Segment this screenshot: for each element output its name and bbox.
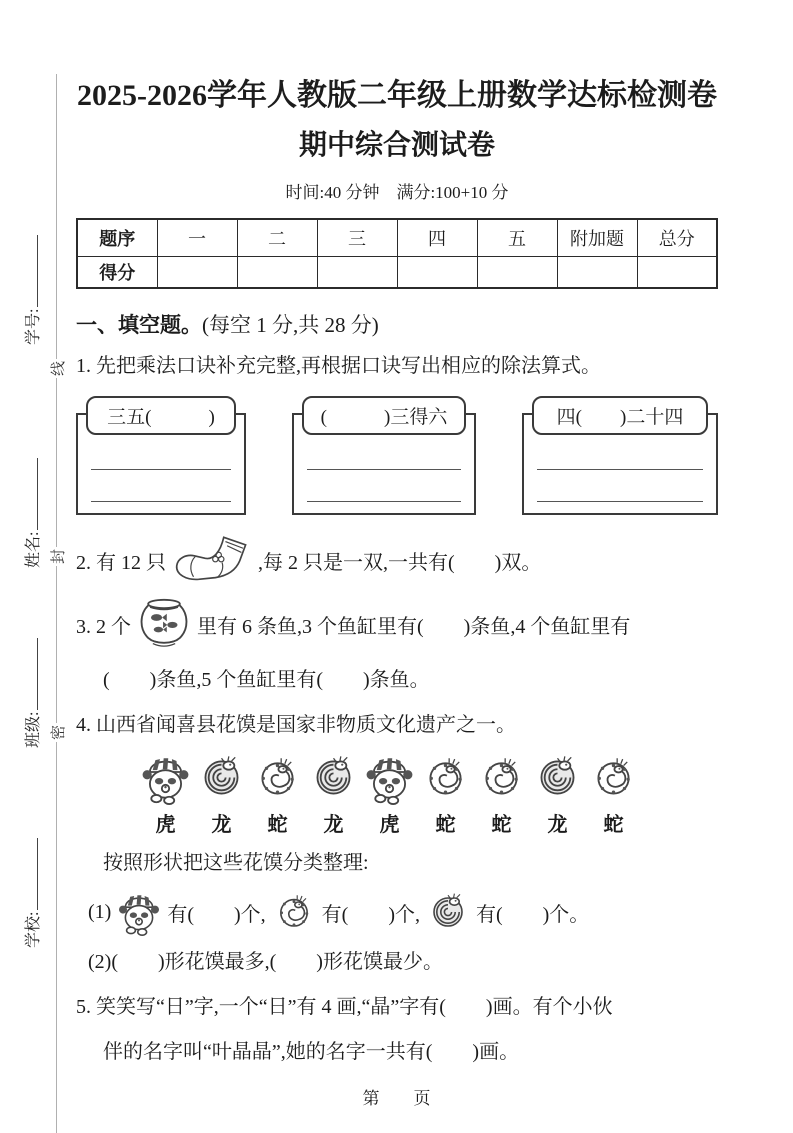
score-row-label: 得分 — [77, 257, 157, 289]
score-table-header-cell: 总分 — [637, 219, 717, 257]
huamo-zodiac-row — [138, 750, 718, 837]
question3-pre: 3. 2 个 — [76, 615, 131, 638]
name-field — [20, 458, 43, 568]
zodiac-label: 龙 — [547, 814, 568, 836]
zodiac-label: 龙 — [323, 814, 344, 836]
question3-line1-rest: 里有 6 条鱼,3 个鱼缸里有( )条鱼,4 个鱼缸里有 — [197, 615, 631, 638]
paper-title: 2025-2026学年人教版二年级上册数学达标检测卷 — [77, 79, 717, 112]
snake-bun-icon — [586, 750, 641, 805]
school-blank — [20, 838, 38, 910]
zodiac-label: 蛇 — [435, 814, 456, 836]
zodiac-label: 蛇 — [491, 814, 512, 836]
score-table-header-cell: 二 — [237, 219, 317, 257]
answer-blank-line — [537, 501, 703, 502]
multiplication-rhyme-tab: 四( )二十四 — [532, 396, 708, 435]
section1-heading — [76, 309, 718, 339]
question3-line2: ( )条鱼,5 个鱼缸里有( )条鱼。 — [103, 669, 430, 691]
snake-bun-icon — [270, 888, 318, 936]
seal-char-feng: 封 — [47, 547, 68, 566]
answer-blank-line — [91, 501, 231, 502]
student-no-blank — [20, 235, 38, 307]
zodiac-item — [138, 750, 193, 837]
zodiac-label: 虎 — [155, 814, 176, 836]
name-blank — [20, 458, 38, 530]
question3-line1 — [76, 597, 718, 651]
sub1-seg1: 有( )个, — [167, 903, 266, 926]
zodiac-label: 蛇 — [603, 814, 624, 836]
question4-sub2: (2)( )形花馍最多,( )形花馍最少。 — [88, 951, 443, 973]
dragon-bun-icon — [306, 750, 361, 805]
question5-line2: 伴的名字叫“叶晶晶”,她的名字一共有( )画。 — [103, 1041, 520, 1063]
seal-char-mi: 密 — [47, 723, 68, 742]
name-label: 姓名: — [25, 531, 42, 568]
section1-heading-points: (每空 1 分,共 28 分) — [202, 313, 379, 337]
tiger-bun-icon — [138, 750, 193, 805]
answer-card — [76, 407, 246, 515]
zodiac-item — [194, 750, 249, 837]
question2-line — [76, 533, 718, 587]
class-blank — [20, 638, 38, 710]
zodiac-item — [306, 750, 361, 837]
dragon-bun-icon — [530, 750, 585, 805]
answer-card — [292, 407, 476, 515]
score-table-header-cell: 题序 — [77, 219, 157, 257]
zodiac-item — [250, 750, 305, 837]
zodiac-item — [586, 750, 641, 837]
score-cell-empty — [477, 257, 557, 289]
zodiac-label: 蛇 — [267, 814, 288, 836]
question4-text: 4. 山西省闻喜县花馍是国家非物质文化遗产之一。 — [76, 714, 516, 736]
snake-bun-icon — [474, 750, 529, 805]
answer-card — [522, 407, 718, 515]
tiger-bun-icon — [115, 888, 163, 936]
section1-heading-title: 一、填空题。 — [76, 313, 202, 337]
score-table-header-cell: 附加题 — [557, 219, 637, 257]
class-field — [20, 638, 43, 748]
paper-subtitle: 期中综合测试卷 — [298, 130, 495, 161]
seal-char-xian: 线 — [47, 359, 68, 378]
score-cell-empty — [317, 257, 397, 289]
dragon-bun-icon — [194, 750, 249, 805]
tiger-bun-icon — [362, 750, 417, 805]
sub1-number: (1) — [88, 900, 112, 923]
zodiac-item — [362, 750, 417, 837]
question4-sub1 — [76, 888, 718, 936]
snake-bun-icon — [250, 750, 305, 805]
score-cell-empty — [237, 257, 317, 289]
score-table-score-row — [77, 257, 717, 289]
snake-bun-icon — [418, 750, 473, 805]
score-cell-empty — [637, 257, 717, 289]
sub1-seg3: 有( )个。 — [475, 903, 590, 926]
question2-pre: 2. 有 12 只 — [76, 551, 166, 574]
score-table-header-cell: 五 — [477, 219, 557, 257]
fishbowl-icon — [136, 597, 192, 651]
multiplication-rhyme-tab: ( )三得六 — [302, 396, 466, 435]
score-table — [76, 218, 718, 289]
seal-line — [56, 74, 57, 1133]
question1-answer-cards — [76, 407, 718, 515]
page-footer: 第 页 — [362, 1089, 431, 1108]
answer-blank-line — [91, 469, 231, 470]
question5-line1: 5. 笑笑写“日”字,一个“日”有 4 画,“晶”字有( )画。有个小伙 — [76, 996, 613, 1018]
question4-sort-text: 按照形状把这些花馍分类整理: — [103, 852, 369, 874]
score-table-header-cell: 一 — [157, 219, 237, 257]
score-table-header-cell: 四 — [397, 219, 477, 257]
answer-blank-line — [307, 501, 461, 502]
time-score-info: 时间:40 分钟 满分:100+10 分 — [285, 183, 509, 202]
multiplication-rhyme-tab: 三五( ) — [86, 396, 236, 435]
zodiac-label: 虎 — [379, 814, 400, 836]
sock-icon — [170, 533, 254, 587]
zodiac-item — [418, 750, 473, 837]
score-cell-empty — [157, 257, 237, 289]
zodiac-label: 龙 — [211, 814, 232, 836]
score-table-header-cell: 三 — [317, 219, 397, 257]
school-label: 学校: — [25, 911, 42, 948]
zodiac-item — [474, 750, 529, 837]
zodiac-item — [530, 750, 585, 837]
student-no-field — [20, 235, 43, 345]
score-cell-empty — [397, 257, 477, 289]
answer-blank-line — [307, 469, 461, 470]
class-label: 班级: — [25, 711, 42, 748]
question2-post: ,每 2 只是一双,一共有( )双。 — [258, 551, 542, 574]
question1-text: 1. 先把乘法口诀补充完整,再根据口诀写出相应的除法算式。 — [76, 355, 601, 377]
student-no-label: 学号: — [25, 308, 42, 345]
paper-content — [76, 0, 718, 1067]
score-table-header-row — [77, 219, 717, 257]
school-field — [20, 838, 43, 948]
answer-blank-line — [537, 469, 703, 470]
score-cell-empty — [557, 257, 637, 289]
dragon-bun-icon — [424, 888, 472, 936]
sub1-seg2: 有( )个, — [321, 903, 420, 926]
